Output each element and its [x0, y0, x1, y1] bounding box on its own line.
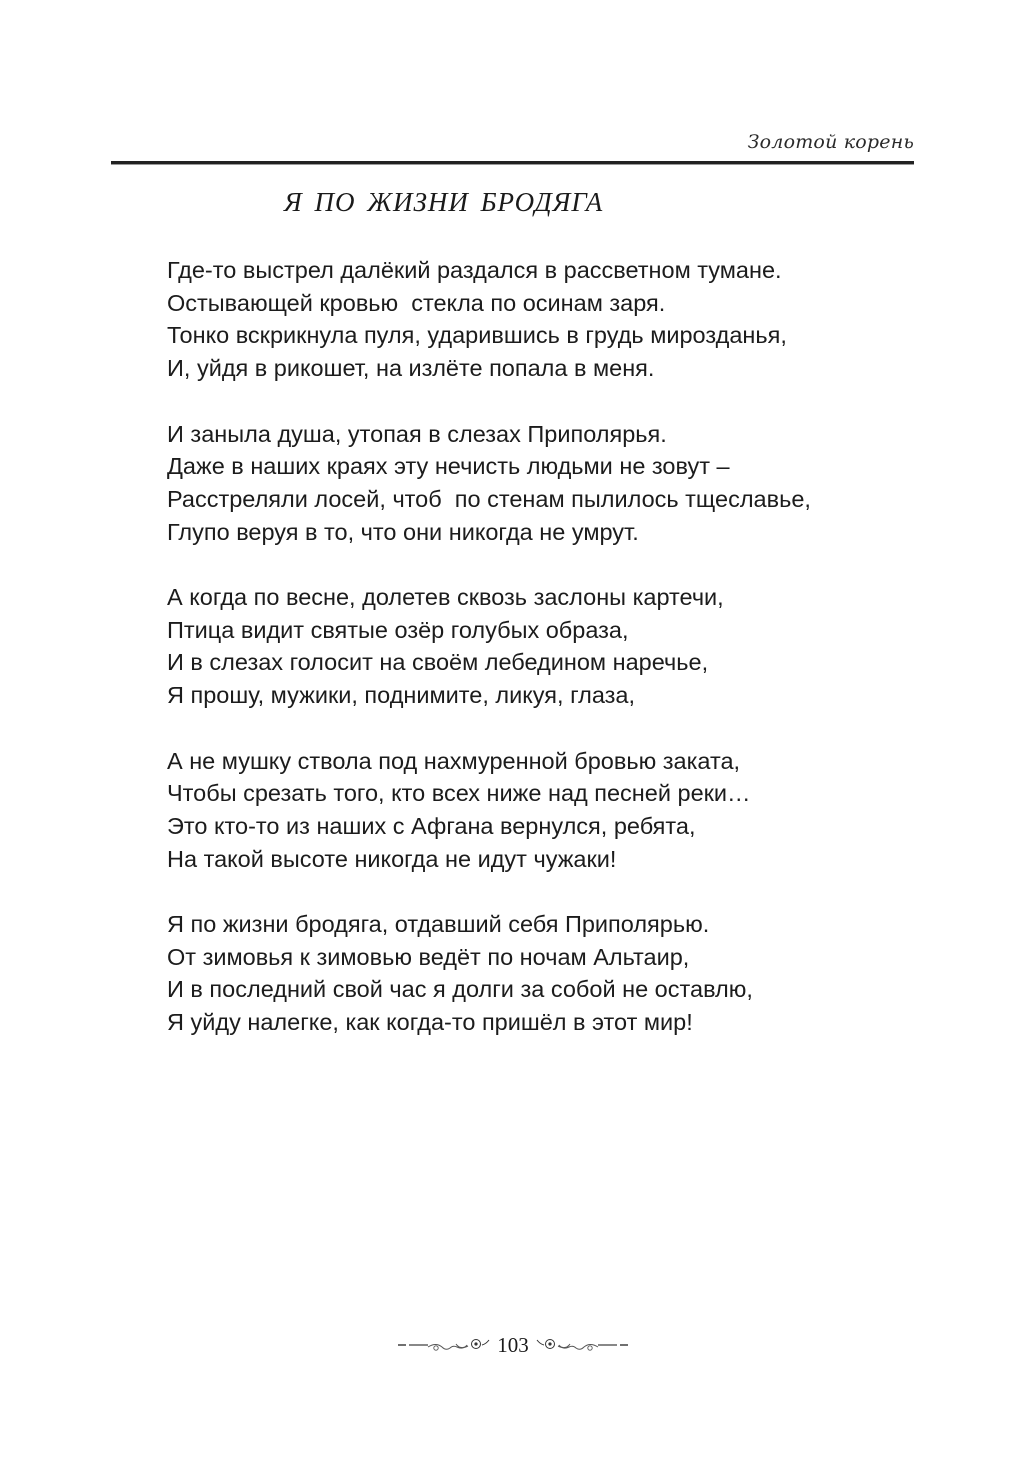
poem-line: Даже в наших краях эту нечисть людьми не зовут –: [167, 453, 730, 480]
poem-line: Расстреляли лосей, чтоб по стенам пылилось тщеславье,: [167, 485, 811, 512]
poem-title: Я ПО ЖИЗНИ БРОДЯГА: [284, 187, 604, 217]
stanza-3: [167, 581, 907, 712]
poem-line: И заныла душа, утопая в слезах Приполярья.: [167, 420, 667, 447]
stanza-2: [167, 418, 907, 549]
poem-line: Я уйду налегке, как когда-то пришёл в этот мир!: [167, 1009, 693, 1036]
poem-body: [167, 254, 907, 1072]
poem-line: Это кто-то из наших с Афгана вернулся, ребята,: [167, 812, 696, 839]
poem-line: Где-то выстрел далёкий раздался в рассветном тумане.: [167, 257, 782, 283]
poem-line: И, уйдя в рикошет, на излёте попала в меня.: [167, 355, 655, 382]
stanza-1: [167, 254, 907, 385]
poem-line: И в слезах голосит на своём лебедином наречье,: [167, 649, 709, 676]
poem-line: Тонко вскрикнула пуля, ударившись в грудь мирозданья,: [167, 322, 787, 349]
poem-line: А не мушку ствола под нахмуренной бровью заката,: [167, 747, 741, 774]
poem-line: И в последний свой час я долги за собой не оставлю,: [167, 976, 753, 1003]
stanza-4: [167, 745, 907, 876]
poem-line: А когда по весне, долетев сквозь заслоны картечи,: [167, 584, 724, 610]
floral-ornament-right-icon: [533, 1335, 628, 1355]
poem-line: Я прошу, мужики, поднимите, ликуя, глаза,: [167, 682, 636, 709]
poem-line: От зимовья к зимовью ведёт по ночам Альтаир,: [167, 943, 690, 970]
floral-ornament-left-icon: [398, 1335, 493, 1355]
poem-line: Чтобы срезать того, кто всех ниже над песней реки…: [167, 780, 751, 807]
page-number: 103: [497, 1333, 529, 1357]
page-footer: [0, 1333, 1026, 1357]
poem-line: Остывающей кровью стекла по осинам заря.: [167, 289, 666, 316]
header-rule: [111, 161, 914, 164]
running-head: Золотой корень: [747, 131, 914, 153]
poem-line: Я по жизни бродяга, отдавший себя Приполярью.: [167, 911, 710, 937]
stanza-5: [167, 908, 907, 1039]
poem-line: Глупо веруя в то, что они никогда не умрут.: [167, 518, 639, 545]
poem-line: Птица видит святые озёр голубых образа,: [167, 616, 629, 643]
poem-line: На такой высоте никогда не идут чужаки!: [167, 845, 617, 872]
